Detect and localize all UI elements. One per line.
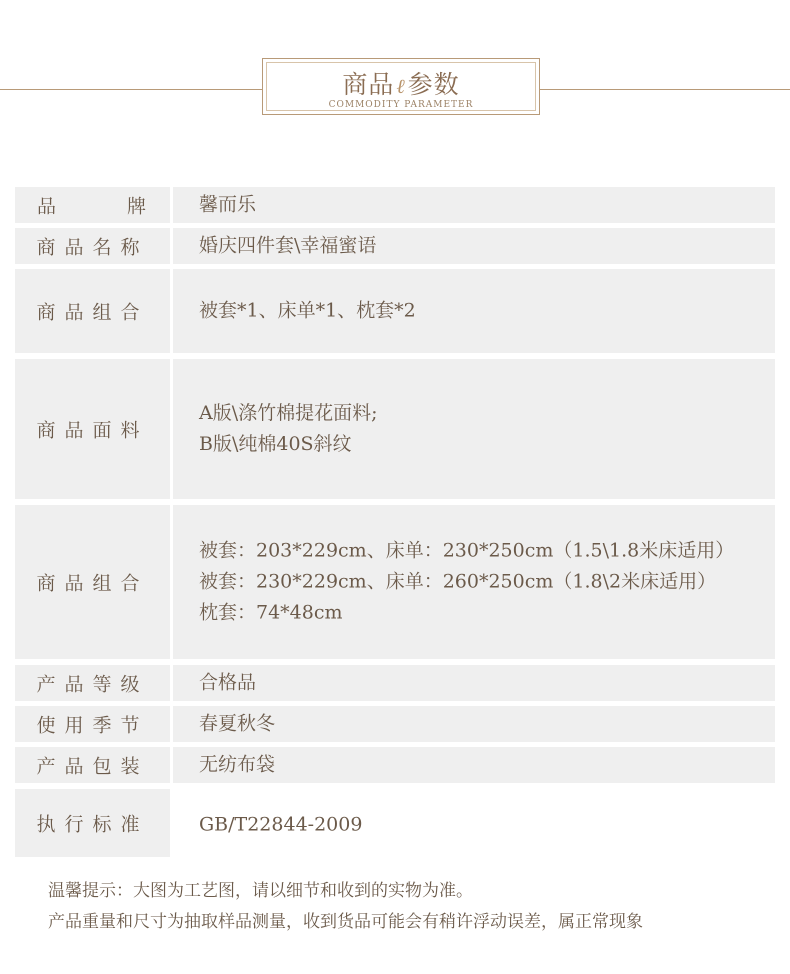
value-line: 合格品 (199, 671, 257, 694)
fabric-value (199, 398, 378, 460)
brand-label-char-2: 牌 (127, 195, 147, 218)
sizes-value (199, 536, 734, 629)
product-name-label: 商品名称 (36, 236, 149, 259)
brand-label-char-1: 品 (37, 195, 57, 218)
row-combination-value-cell (173, 269, 775, 353)
header-divider-right (540, 89, 790, 90)
row-brand-value-cell (173, 187, 775, 223)
value-line: 春夏秋冬 (199, 712, 276, 735)
value-line: GB/T22844-2009 (199, 813, 363, 836)
row-sizes-label-cell (15, 505, 170, 659)
header-divider-left (0, 89, 262, 90)
standard-value (199, 810, 362, 841)
row-packaging-label-cell (15, 747, 170, 783)
season-value (199, 709, 275, 740)
row-brand-label-cell (15, 187, 170, 223)
row-season-value-cell (173, 706, 775, 742)
value-line: 被套：203*229cm、床单：230*250cm（1.5\1.8米床适用） (199, 539, 735, 562)
value-line: B版\纯棉40S斜纹 (199, 433, 352, 455)
row-season-label-cell (15, 706, 170, 742)
combination-value (199, 296, 416, 327)
season-label: 使用季节 (36, 714, 149, 737)
combination-label: 商品组合 (36, 301, 149, 324)
grade-value (199, 668, 256, 699)
leaf-icon: ℓ (396, 74, 406, 98)
section-header (262, 58, 540, 115)
product-name-value (199, 231, 376, 262)
value-line: 被套*1、床单*1、枕套*2 (199, 299, 416, 322)
value-line: 枕套：74*48cm (199, 601, 343, 624)
value-line: 无纺布袋 (199, 753, 276, 776)
note-measurement: 产品重量和尺寸为抽取样品测量，收到货品可能会有稍许浮动误差，属正常现象 (48, 912, 643, 932)
note-tip: 温馨提示：大图为工艺图，请以细节和收到的实物为准。 (48, 881, 473, 901)
row-packaging-value-cell (173, 747, 775, 783)
brand-value (199, 190, 256, 221)
grade-label: 产品等级 (36, 673, 149, 696)
fabric-label: 商品面料 (36, 419, 149, 442)
packaging-value (199, 750, 275, 781)
row-sizes-value-cell (173, 505, 775, 659)
row-combination-label-cell (15, 269, 170, 353)
section-title-left: 商品 (342, 70, 395, 99)
value-line: A版\涤竹棉提花面料; (199, 402, 378, 424)
row-grade-label-cell (15, 665, 170, 701)
packaging-label: 产品包装 (36, 755, 149, 778)
value-line: 被套：230*229cm、床单：260*250cm（1.8\2米床适用） (199, 570, 717, 593)
row-fabric-label-cell (15, 359, 170, 499)
row-fabric-value-cell (173, 359, 775, 499)
section-title (263, 65, 539, 101)
row-grade-value-cell (173, 665, 775, 701)
value-line: 馨而乐 (199, 193, 257, 216)
row-standard-label-cell (15, 789, 170, 857)
section-subtitle: COMMODITY PARAMETER (328, 100, 474, 110)
section-title-right: 参数 (407, 70, 460, 99)
value-line: 婚庆四件套\幸福蜜语 (199, 234, 377, 257)
row-product-name-value-cell (173, 228, 775, 264)
standard-label: 执行标准 (36, 813, 149, 836)
row-product-name-label-cell (15, 228, 170, 264)
sizes-label: 商品组合 (36, 572, 149, 595)
